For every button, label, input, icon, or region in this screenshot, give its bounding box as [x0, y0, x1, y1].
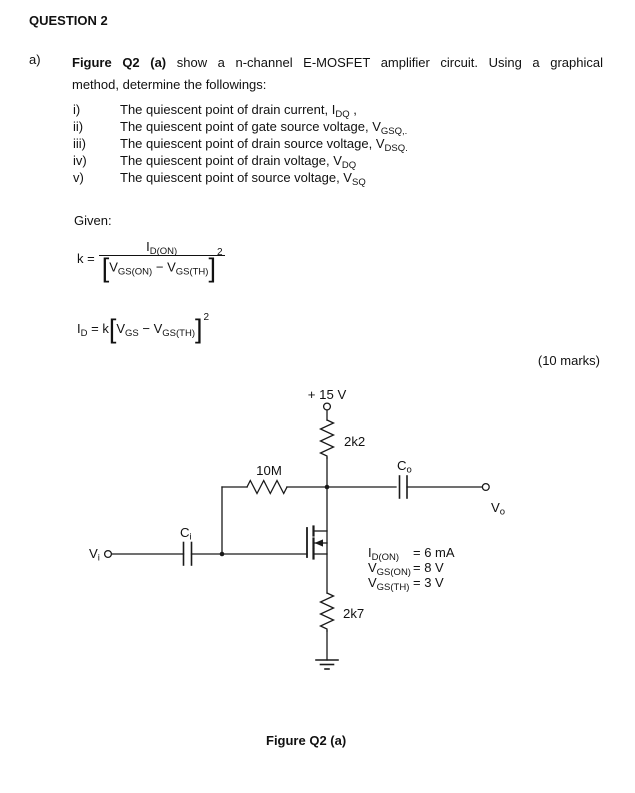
rd-label: 2k2 [344, 434, 366, 449]
param-row [368, 545, 455, 563]
rg-label: 10M [256, 463, 282, 478]
list-text: The quiescent point of source voltage, $V_{SQ}$ [120, 170, 366, 188]
param-value: = 6 mA [413, 545, 455, 560]
ground-icon [316, 660, 338, 669]
marks-label: (10 marks) [537, 353, 600, 368]
supply-label: + 15 V [307, 387, 347, 402]
list-numeral: v) [73, 170, 84, 185]
given-label: Given: [74, 213, 112, 228]
vi-label: Vi [89, 546, 100, 564]
paragraph-line2: method, determine the followings: [72, 76, 267, 92]
ci-label: Ci [180, 525, 192, 543]
figure-reference: Figure Q2 (a) [72, 55, 167, 70]
list-text: The quiescent point of drain voltage, $V_{DQ}$ [120, 153, 357, 171]
mosfet-arrow-icon [315, 539, 324, 546]
formula-k-lhs: k = [77, 251, 95, 267]
vo-label: Vo [491, 500, 506, 518]
param-row [368, 575, 455, 594]
resistor-10m [247, 481, 287, 494]
param-symbol: $I_{D(ON)}$ [368, 545, 400, 563]
device-parameters [368, 545, 455, 594]
rs-label: 2k7 [343, 606, 365, 621]
list-numeral: ii) [73, 119, 84, 134]
question-header: QUESTION 2 [29, 13, 108, 28]
formula-k-denominator: $[V_{GS(ON)} - V_{GS(TH)}]^2$ [99, 255, 225, 278]
param-value: = 3 V [413, 575, 444, 591]
supply-terminal [324, 403, 331, 410]
list-text: The quiescent point of gate source voltage, $V_{GSQ,.}$ [120, 119, 408, 137]
gate-node-dot [220, 552, 225, 557]
paragraph-line1-rest: show a n-channel E-MOSFET amplifier circuit. Using a graphical [166, 55, 603, 70]
co-label: Co [397, 458, 412, 476]
list-text: The quiescent point of drain current, $I_{DQ}$ , [120, 102, 357, 120]
list-text: The quiescent point of drain source voltage, $V_{DSQ.}$ [120, 136, 408, 154]
formula-id-lhs: $I_D = k$ [77, 321, 109, 339]
param-symbol: $V_{GS(ON)}$ [368, 560, 411, 579]
section-label: a) [29, 52, 41, 67]
param-value: = 8 V [413, 560, 444, 576]
capacitor-co [400, 476, 408, 498]
input-terminal [105, 551, 112, 558]
resistor-2k7 [321, 593, 334, 631]
list-numeral: i) [73, 102, 81, 117]
formula-id: $I_D = k$ [ $V_{GS} - V_{GS(TH)}$ ] $^2$ [77, 312, 210, 344]
figure-caption: Figure Q2 (a) [266, 733, 347, 748]
param-row [368, 560, 455, 579]
formula-k-numerator: $I_{D(ON)}$ [146, 239, 178, 257]
param-symbol: $V_{GS(TH)}$ [368, 575, 410, 594]
list-numeral: iii) [73, 136, 86, 151]
output-terminal [482, 484, 489, 491]
formula-id-body: $V_{GS} - V_{GS(TH)}$ [116, 321, 195, 339]
list-numeral: iv) [73, 153, 87, 168]
resistor-2k2 [321, 420, 334, 458]
capacitor-ci [184, 543, 192, 566]
drain-node-dot [325, 485, 330, 490]
